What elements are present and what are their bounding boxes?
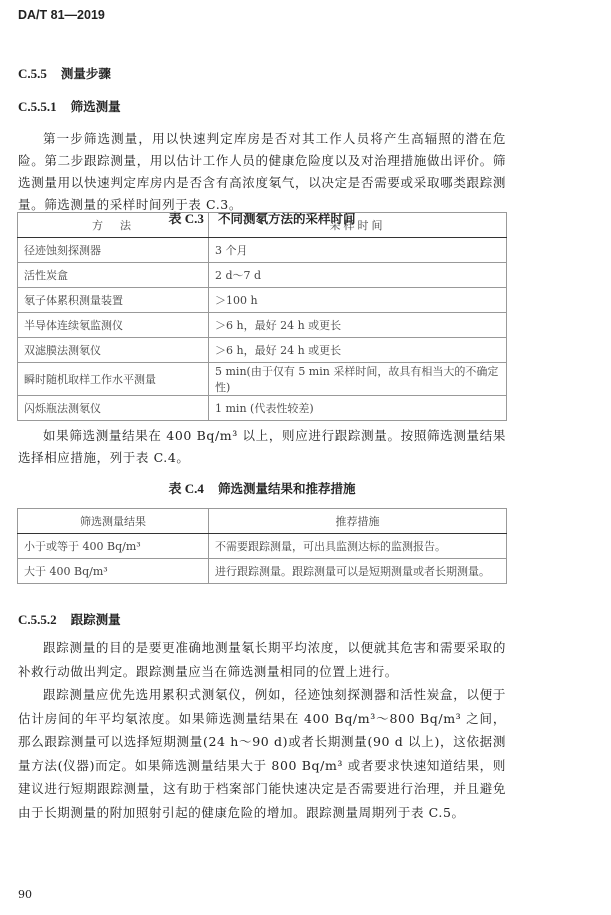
header-cell: 采样时间: [209, 213, 507, 238]
table-c3: [17, 212, 507, 421]
section-number: C.5.5: [18, 66, 47, 81]
cell: 径迹蚀刻探测器: [18, 238, 209, 263]
table-row: [18, 559, 507, 584]
table-row: [18, 534, 507, 559]
standard-number: DA/T 81—2019: [18, 8, 105, 22]
table-row: [18, 313, 507, 338]
cell: 小于或等于 400 Bq/m³: [18, 534, 209, 559]
subsection-number: C.5.5.1: [18, 99, 57, 114]
table-row: [18, 363, 507, 396]
table-number: 表 C.4: [168, 481, 204, 496]
table-row: [18, 338, 507, 363]
subsection-title: 筛选测量: [70, 99, 121, 114]
cell: 1 min (代表性较差): [209, 396, 507, 421]
table-c4: [17, 508, 507, 584]
paragraph: 如果筛选测量结果在 400 Bq/m³ 以上，则应进行跟踪测量。按照筛选测量结果选择相应措施，列于表 C.4。: [18, 428, 506, 465]
section-title: 测量步骤: [60, 66, 111, 81]
section-heading: [18, 64, 111, 82]
cell: 不需要跟踪测量，可出具监测达标的监测报告。: [209, 534, 507, 559]
subsection-title: 跟踪测量: [70, 612, 121, 627]
cell: 半导体连续氡监测仪: [18, 313, 209, 338]
cell: 进行跟踪测量。跟踪测量可以是短期测量或者长期测量。: [209, 559, 507, 584]
cell: 2 d～7 d: [209, 263, 507, 288]
cell: ＞6 h，最好 24 h 或更长: [209, 313, 507, 338]
header-cell: 筛选测量结果: [18, 509, 209, 534]
cell: 大于 400 Bq/m³: [18, 559, 209, 584]
header-cell: 推荐措施: [209, 509, 507, 534]
cell: 双滤膜法测氡仪: [18, 338, 209, 363]
subsection-heading-2: [18, 610, 121, 628]
subsection-heading-1: [18, 97, 121, 115]
cell: 瞬时随机取样工作水平测量: [18, 363, 209, 396]
cell: 活性炭盒: [18, 263, 209, 288]
table-caption-c4: [0, 478, 524, 497]
subsection-number: C.5.5.2: [18, 612, 57, 627]
page-number: 90: [18, 888, 32, 901]
table-header-row: [18, 509, 507, 534]
table-title: 不同测氡方法的采样时间: [217, 211, 356, 226]
cell: 3 个月: [209, 238, 507, 263]
cell: 5 min(由于仅有 5 min 采样时间，故具有相当大的不确定性): [209, 363, 507, 396]
paragraph: 跟踪测量的目的是要更准确地测量氡长期平均浓度，以便就其危害和需要采取的补救行动做出判定。跟踪测量应当在筛选测量相同的位置上进行。: [18, 640, 506, 679]
paragraph: 第一步筛选测量，用以快速判定库房是否对其工作人员将产生高辐照的潜在危险。第二步跟踪测量，用以估计工作人员的健康危险度以及对治理措施做出评价。筛选测量用以快速判定库房内是否含有高浓度氡气，以决定是否需要或采取哪类跟踪测量。筛选测量的采样时间列于表 C.3。: [18, 131, 506, 212]
table-row: [18, 396, 507, 421]
cell: 闪烁瓶法测氡仪: [18, 396, 209, 421]
table-row: [18, 238, 507, 263]
table-row: [18, 288, 507, 313]
table-title: 筛选测量结果和推荐措施: [217, 481, 356, 496]
header-cell: 方 法: [18, 213, 209, 238]
table-header-row: [18, 213, 507, 238]
cell: ＞6 h，最好 24 h 或更长: [209, 338, 507, 363]
table-number: 表 C.3: [168, 211, 204, 226]
cell: 氡子体累积测量装置: [18, 288, 209, 313]
table-row: [18, 263, 507, 288]
paragraph: 跟踪测量应优先选用累积式测氡仪，例如，径迹蚀刻探测器和活性炭盒，以便于估计房间的年平均氡浓度。如果筛选测量结果在 400 Bq/m³～800 Bq/m³ 之间，那么跟踪测量可以选择短期测量(24 h～90 d)或者长期测量(90 d 以上)，这依据测量方法(仪器)而定。如果筛选测量结果大于 800 Bq/m³ 或者要求快速知道结果，则建议进行短期跟踪测量，这有助于档案部门能快速决定是否需要进行治理，并且避免由于长期测量的附加照射引起的健康危险的增加。跟踪测量周期列于表 C.5。: [18, 687, 506, 820]
cell: ＞100 h: [209, 288, 507, 313]
